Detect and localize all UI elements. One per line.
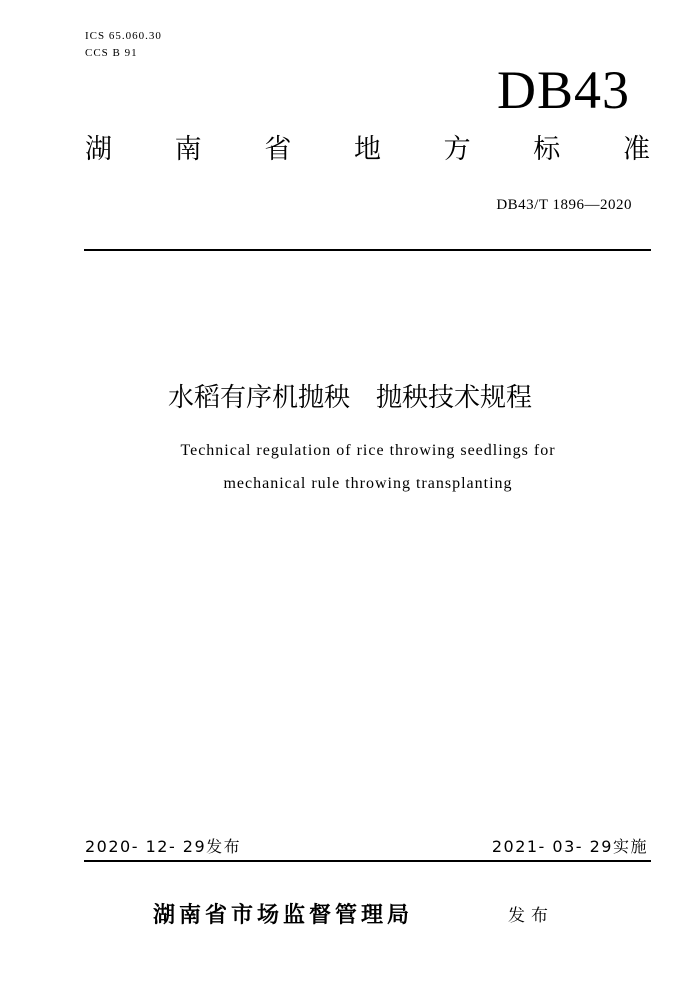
issuing-authority: 湖南省市场监督管理局 (153, 903, 414, 928)
ccs-code: CCS B 91 (85, 47, 138, 59)
standard-type-char: 准 (622, 134, 650, 165)
header-divider (84, 249, 651, 251)
standard-prefix: DB43 (496, 60, 630, 120)
implementation-date: 2021- 03- 29实施 (491, 837, 648, 856)
standard-type-char: 南 (174, 134, 202, 165)
issue-date: 2020- 12- 29发布 (85, 837, 242, 856)
standard-type-char: 标 (533, 134, 561, 165)
footer-divider (84, 860, 651, 862)
english-title-line-2: mechanical rule throwing transplanting (223, 475, 513, 492)
standard-type-title (85, 134, 650, 166)
standard-type-char: 方 (443, 134, 471, 165)
standard-type-char: 省 (264, 134, 292, 165)
standard-type-char: 地 (353, 134, 381, 165)
issue-label: 发布 (508, 906, 554, 926)
standard-code: DB43/T 1896—2020 (496, 197, 632, 213)
english-title-line-1: Technical regulation of rice throwing seedlings for (180, 442, 556, 459)
chinese-title: 水稻有序机抛秧 抛秧技术规程 (167, 383, 532, 413)
standard-type-char: 湖 (85, 134, 112, 165)
ics-code: ICS 65.060.30 (85, 30, 162, 42)
